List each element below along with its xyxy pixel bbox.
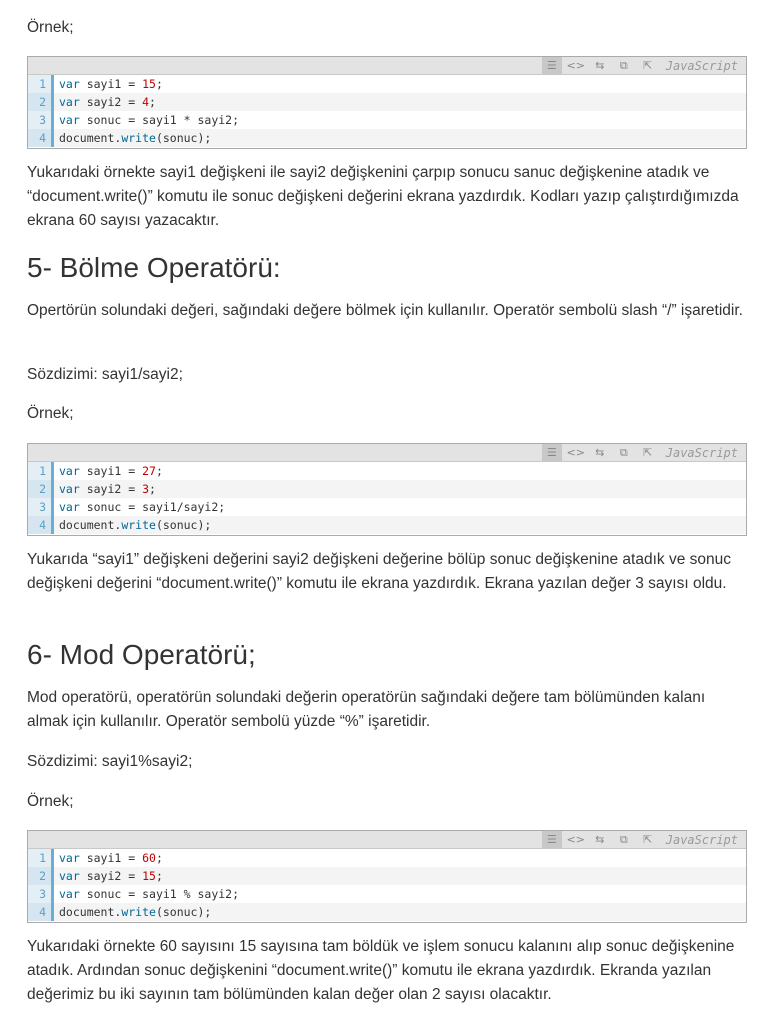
line-number: 2 <box>28 93 54 111</box>
copy-icon[interactable]: ⧉ <box>619 445 628 459</box>
code-line <box>28 885 746 903</box>
code-line <box>28 111 746 129</box>
code-language-label: JavaScript <box>665 445 738 460</box>
code-lines <box>28 75 746 147</box>
code-text: var sayi1 = 60; <box>59 851 163 865</box>
line-number: 2 <box>28 480 54 498</box>
menu-icon[interactable]: ☰ <box>542 57 562 74</box>
code-view-icon[interactable]: <> <box>566 446 585 459</box>
code-block <box>27 830 747 923</box>
code-text: var sayi2 = 4; <box>59 95 156 109</box>
code-toolbar <box>28 444 746 462</box>
code-line <box>28 129 746 147</box>
line-number: 4 <box>28 516 54 534</box>
copy-icon[interactable]: ⧉ <box>619 58 628 72</box>
code-block <box>27 56 747 149</box>
section-description: Opertörün solundaki değeri, sağındaki değere bölmek için kullanılır. Operatör sembolü slash “/” işaretidir. <box>27 302 743 319</box>
code-text: document.write(sonuc); <box>59 518 212 532</box>
line-number: 3 <box>28 498 54 516</box>
code-text: var sonuc = sayi1 % sayi2; <box>59 887 240 901</box>
code-text: var sayi1 = 15; <box>59 77 163 91</box>
code-toolbar <box>28 57 746 75</box>
code-block <box>27 443 747 536</box>
popup-icon[interactable]: ⇱ <box>643 59 653 72</box>
menu-icon[interactable]: ☰ <box>542 444 562 461</box>
line-number: 1 <box>28 75 54 93</box>
wrap-icon[interactable]: ⇆ <box>595 59 605 72</box>
code-view-icon[interactable]: <> <box>566 833 585 846</box>
code-language-label: JavaScript <box>665 58 738 73</box>
code-line <box>28 480 746 498</box>
section-heading: 6- Mod Operatörü; <box>27 639 256 670</box>
code-line <box>28 516 746 534</box>
code-text: var sonuc = sayi1/sayi2; <box>59 500 226 514</box>
example-label: Örnek; <box>27 19 74 36</box>
code-text: var sayi1 = 27; <box>59 464 163 478</box>
example-label: Örnek; <box>27 405 74 422</box>
code-line <box>28 867 746 885</box>
popup-icon[interactable]: ⇱ <box>643 446 653 459</box>
code-line <box>28 75 746 93</box>
code-text: var sayi2 = 3; <box>59 482 156 496</box>
wrap-icon[interactable]: ⇆ <box>595 833 605 846</box>
code-view-icon[interactable]: <> <box>566 59 585 72</box>
code-line <box>28 498 746 516</box>
example-label: Örnek; <box>27 793 74 810</box>
popup-icon[interactable]: ⇱ <box>643 833 653 846</box>
code-lines <box>28 849 746 921</box>
code-text: document.write(sonuc); <box>59 131 212 145</box>
code-line <box>28 462 746 480</box>
copy-icon[interactable]: ⧉ <box>619 832 628 846</box>
explanation-paragraph: Yukarıdaki örnekte 60 sayısını 15 sayısına tam böldük ve işlem sonucu kalanını alıp sonuc değişkenine atadık. Ardından sonuc değişkenini “document.write()” komutu ile ekrana yazdırdık. Ekranda yazılan değerimiz bu iki sayının tam bölümünden kalan değer olan 2 sayısı olacaktır. <box>27 938 735 1003</box>
section-description: Mod operatörü, operatörün solundaki değerin operatörün sağındaki değere tam bölümünden kalanı almak için kullanılır. Operatör sembolü yüzde “%” işaretidir. <box>27 689 706 730</box>
code-line <box>28 849 746 867</box>
code-lines <box>28 462 746 534</box>
code-line <box>28 93 746 111</box>
explanation-paragraph: Yukarıda “sayi1” değişkeni değerini sayi2 değişkeni değerine bölüp sonuc değişkenine atadık ve sonuc değişkeni değerini “document.write()” komutu ile ekrana yazdırdık. Ekrana yazılan değer 3 sayısı oldu. <box>27 551 731 592</box>
code-text: var sayi2 = 15; <box>59 869 163 883</box>
line-number: 3 <box>28 111 54 129</box>
syntax-line: Sözdizimi: sayi1%sayi2; <box>27 753 193 770</box>
section-heading: 5- Bölme Operatörü: <box>27 252 281 283</box>
line-number: 1 <box>28 849 54 867</box>
code-text: document.write(sonuc); <box>59 905 212 919</box>
line-number: 1 <box>28 462 54 480</box>
syntax-line: Sözdizimi: sayi1/sayi2; <box>27 366 183 383</box>
wrap-icon[interactable]: ⇆ <box>595 446 605 459</box>
explanation-paragraph: Yukarıdaki örnekte sayi1 değişkeni ile sayi2 değişkenini çarpıp sonucu sanuc değişkenine atadık ve “document.write()” komutu ile sonuc değişkeni değerini ekrana yazdırdık. Kodları yazıp çalıştırdığımızda ekrana 60 sayısı yazacaktır. <box>27 164 739 229</box>
line-number: 4 <box>28 903 54 921</box>
code-text: var sonuc = sayi1 * sayi2; <box>59 113 240 127</box>
line-number: 4 <box>28 129 54 147</box>
line-number: 3 <box>28 885 54 903</box>
code-toolbar <box>28 831 746 849</box>
line-number: 2 <box>28 867 54 885</box>
code-language-label: JavaScript <box>665 832 738 847</box>
menu-icon[interactable]: ☰ <box>542 831 562 848</box>
code-line <box>28 903 746 921</box>
